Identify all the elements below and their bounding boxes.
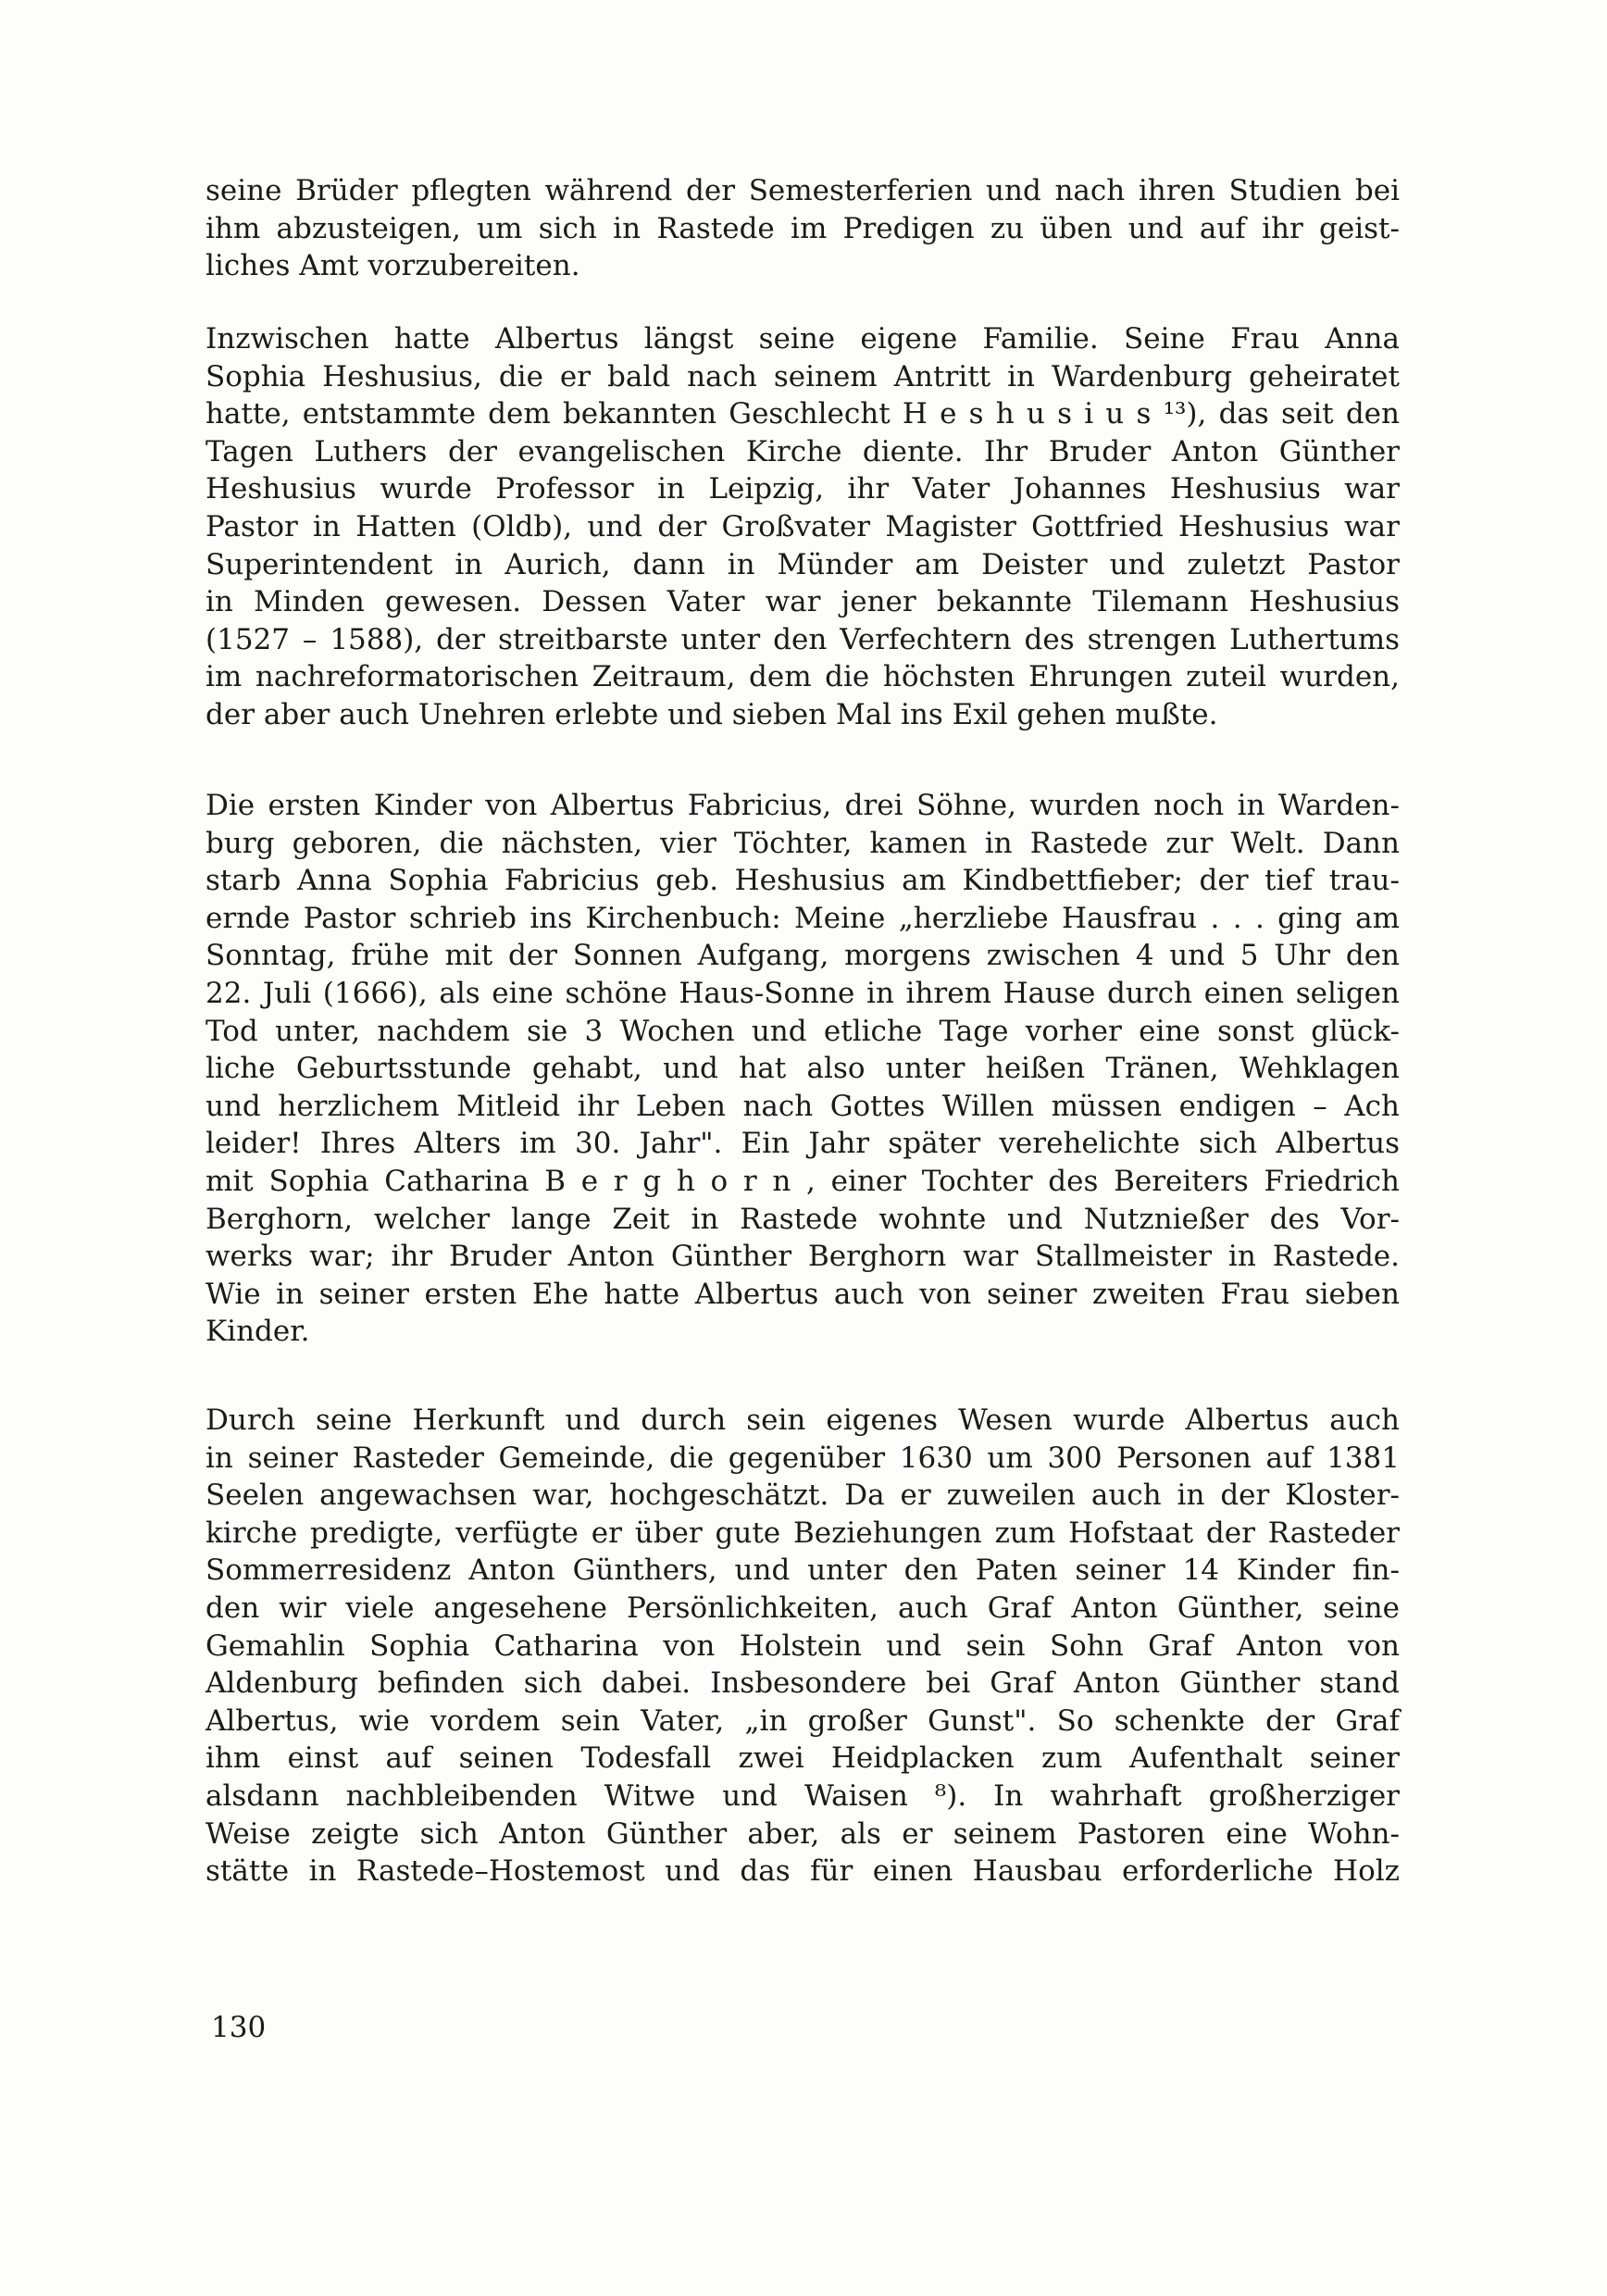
text-line: Pastor in Hatten (Oldb), und der Großvater Magister Gottfried Heshusius war <box>206 509 1400 543</box>
text-line: in seiner Rasteder Gemeinde, die gegenüber 1630 um 300 Personen auf 1381 <box>206 1441 1400 1475</box>
text-line: 22. Juli (1666), als eine schöne Haus-Sonne in ihrem Hause durch einen seligen <box>206 976 1400 1010</box>
text-line: liche Geburtsstunde gehabt, und hat also unter heißen Tränen, Wehklagen <box>206 1052 1400 1086</box>
text-line: burg geboren, die nächsten, vier Töchter, kamen in Rastede zur Welt. Dann <box>206 826 1400 860</box>
text-line: stätte in Rastede–Hostemost und das für einen Hausbau erforderliche Holz <box>206 1854 1400 1889</box>
text-line: Inzwischen hatte Albertus längst seine eigene Familie. Seine Frau Anna <box>206 322 1400 356</box>
paragraph-1 <box>206 172 1400 285</box>
text-line: Tod unter, nachdem sie 3 Wochen und etliche Tage vorher eine sonst glück- <box>206 1014 1400 1048</box>
text-line: Sommerresidenz Anton Günthers, und unter den Paten seiner 14 Kinder fin- <box>206 1554 1400 1588</box>
text-line: liches Amt vorzubereiten. <box>206 249 580 283</box>
text-line: Aldenburg befinden sich dabei. Insbesondere bei Graf Anton Günther stand <box>206 1666 1400 1701</box>
text-line: Tagen Luthers der evangelischen Kirche diente. Ihr Bruder Anton Günther <box>206 434 1400 468</box>
page-number: 130 <box>211 2011 267 2044</box>
text-line: seine Brüder pflegten während der Semesterferien und nach ihren Studien bei <box>206 174 1400 207</box>
text-line: Sophia Heshusius, die er bald nach seinem Antritt in Wardenburg geheiratet <box>206 359 1400 393</box>
text-line: Heshusius wurde Professor in Leipzig, ihr Vater Johannes Heshusius war <box>206 472 1400 506</box>
text-line: den wir viele angesehene Persönlichkeiten, auch Graf Anton Günther, seine <box>206 1591 1400 1625</box>
text-line: in Minden gewesen. Dessen Vater war jener bekannte Tilemann Heshusius <box>206 585 1400 619</box>
paragraph-2 <box>206 320 1400 734</box>
text-line: Durch seine Herkunft und durch sein eigenes Wesen wurde Albertus auch <box>206 1404 1400 1437</box>
text-line: Superintendent in Aurich, dann in Münder am Deister und zuletzt Pastor <box>206 547 1400 581</box>
text-line: und herzlichem Mitleid ihr Leben nach Gottes Willen müssen endigen – Ach <box>206 1089 1400 1123</box>
text-line: mit Sophia Catharina B e r g h o r n , einer Tochter des Bereiters Friedrich <box>206 1164 1400 1198</box>
text-line: ernde Pastor schrieb ins Kirchenbuch: Meine „herzliebe Hausfrau . . . ging am <box>206 901 1400 935</box>
text-line: Seelen angewachsen war, hochgeschätzt. Da er zuweilen auch in der Kloster- <box>206 1479 1400 1513</box>
text-line: Wie in seiner ersten Ehe hatte Albertus auch von seiner zweiten Frau sieben <box>206 1277 1400 1311</box>
text-line: Berghorn, welcher lange Zeit in Rastede wohnte und Nutznießer des Vor- <box>206 1202 1400 1236</box>
text-line: hatte, entstammte dem bekannten Geschlecht H e s h u s i u s ¹³), das seit den <box>206 397 1400 431</box>
text-line: alsdann nachbleibenden Witwe und Waisen ⁸). In wahrhaft großherziger <box>206 1778 1400 1813</box>
text-line: ihm abzusteigen, um sich in Rastede im Predigen zu üben und auf ihr geist- <box>206 211 1400 245</box>
paragraph-4 <box>206 1402 1400 1890</box>
text-line: der aber auch Unehren erlebte und sieben Mal ins Exil gehen mußte. <box>206 697 1218 731</box>
text-line: Gemahlin Sophia Catharina von Holstein und sein Sohn Graf Anton von <box>206 1628 1400 1663</box>
text-line: ihm einst auf seinen Todesfall zwei Heidplacken zum Aufenthalt seiner <box>206 1741 1400 1776</box>
text-line: starb Anna Sophia Fabricius geb. Heshusius am Kindbettfieber; der tief trau- <box>206 864 1400 898</box>
text-line: im nachreformatorischen Zeitraum, dem die höchsten Ehrungen zuteil wurden, <box>206 660 1400 694</box>
text-line: Weise zeigte sich Anton Günther aber, als er seinem Pastoren eine Wohn- <box>206 1816 1400 1851</box>
text-line: Albertus, wie vordem sein Vater, „in großer Gunst". So schenkte der Graf <box>206 1703 1400 1738</box>
paragraph-3 <box>206 787 1400 1351</box>
text-line: werks war; ihr Bruder Anton Günther Berghorn war Stallmeister in Rastede. <box>206 1240 1400 1274</box>
text-line: Sonntag, frühe mit der Sonnen Aufgang, morgens zwischen 4 und 5 Uhr den <box>206 939 1400 973</box>
text-line: (1527 – 1588), der streitbarste unter den Verfechtern des strengen Luthertums <box>206 622 1400 656</box>
text-line: kirche predigte, verfügte er über gute Beziehungen zum Hofstaat der Rasteder <box>206 1516 1400 1550</box>
text-line: Kinder. <box>206 1315 310 1349</box>
text-line: leider! Ihres Alters im 30. Jahr". Ein Jahr später verehelichte sich Albertus <box>206 1127 1400 1161</box>
text-line: Die ersten Kinder von Albertus Fabricius, drei Söhne, wurden noch in Warden- <box>206 789 1400 822</box>
